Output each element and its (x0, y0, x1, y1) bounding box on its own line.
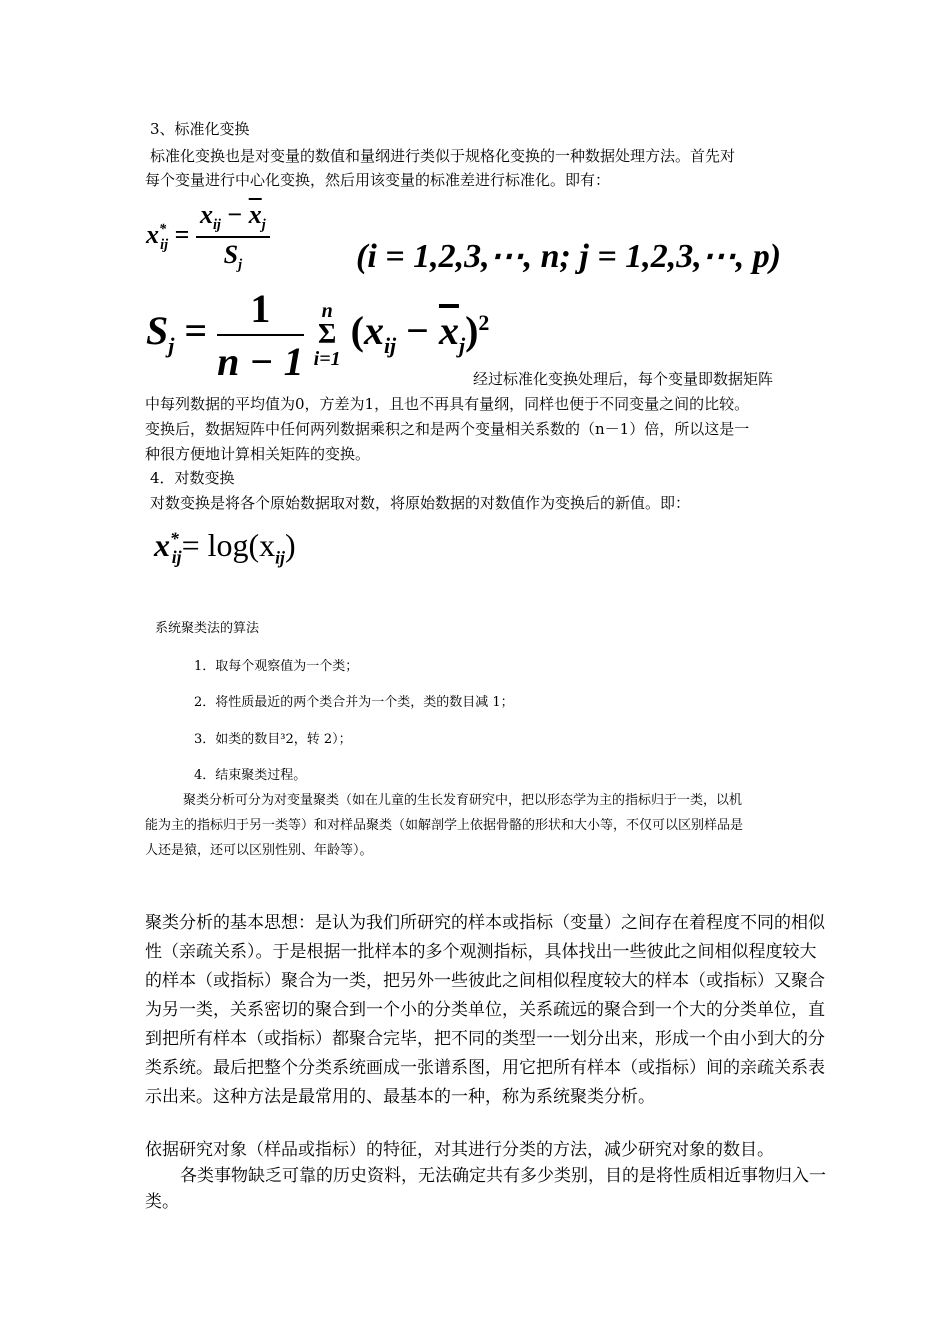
algorithm-step-4: 4．结束聚类过程。 (194, 768, 307, 783)
basic-idea-line3: 的样本（或指标）聚合为一类，把另外一些彼此之间相似程度较大的样本（或指标）又聚合 (145, 971, 825, 991)
basic-idea-line1: 聚类分析的基本思想：是认为我们所研究的样本或指标（变量）之间存在着程度不同的相似 (145, 913, 825, 933)
basic-idea-line4: 为另一类，关系密切的聚合到一个小的分类单位，关系疏远的聚合到一个大的分类单位，直 (145, 1000, 825, 1020)
after-transform-line2: 中每列数据的平均值为0，方差为1，且也不再具有量纲，同样也便于不同变量之间的比较。 (145, 395, 750, 413)
standardization-formula (146, 200, 270, 274)
clustering-note-line3: 人还是猿，还可以区别性别、年龄等）。 (145, 843, 373, 858)
index-range: (i = 1,2,3,⋯, n; j = 1,2,3,⋯, p) (356, 238, 782, 275)
formula-equals: = (174, 220, 190, 250)
algorithm-step-1: 1．取每个观察值为一个类； (194, 659, 359, 674)
formula-lhs: $x^*_{ij}$ (146, 220, 169, 254)
algorithm-title: 系统聚类法的算法 (155, 621, 260, 636)
basic-idea-line5: 到把所有样本（或指标）都聚合完毕，把不同的类型一一划分出来，形成一个由小到大的分 (145, 1029, 825, 1049)
closing-line2: 各类事物缺乏可靠的历史资料，无法确定共有多少类别，目的是将性质相近事物归入一 (180, 1166, 826, 1186)
clustering-note-line1: 聚类分析可分为对变量聚类（如在儿童的生长发育研究中，把以形态学为主的指标归于一类，以机 (183, 793, 743, 808)
formula-fraction: $\frac{x_{ij} - \overline{x}_j}{S_j}$ (196, 200, 270, 274)
section3-intro-line2: 每个变量进行中心化变换，然后用该变量的标准差进行标准化。即有： (145, 171, 611, 189)
clustering-note-line2: 能为主的指标归于另一类等）和对样品聚类（如解剖学上依据骨骼的形状和大小等，不仅可以区别样品是 (145, 818, 744, 833)
log-formula: $x^*_{ij}= \log(x_{ij})$ (154, 527, 296, 568)
standard-deviation-formula: $S_j$ = $\frac{1}{n - 1}$ n Σ i=1 $(x_{ij} - \overline{x}_j)^2$ (146, 286, 490, 384)
section4-intro: 对数变换是将各个原始数据取对数，将原始数据的对数值作为变换后的新值。即： (150, 494, 691, 512)
basic-idea-line6: 类系统。最后把整个分类系统画成一张谱系图，用它把所有样本（或指标）间的亲疏关系表 (145, 1058, 825, 1078)
closing-line1: 依据研究对象（样品或指标）的特征，对其进行分类的方法，减少研究对象的数目。 (145, 1140, 774, 1160)
algorithm-step-3: 3．如类的数目³2，转 2）； (194, 732, 352, 747)
algorithm-step-2: 2．将性质最近的两个类合并为一个类，类的数目减 1； (194, 695, 514, 710)
closing-line3: 类。 (145, 1192, 179, 1212)
basic-idea-line7: 示出来。这种方法是最常用的、最基本的一种，称为系统聚类分析。 (145, 1087, 655, 1107)
section3-intro-line1: 标准化变换也是对变量的数值和量纲进行类似于规格化变换的一种数据处理方法。首先对 (150, 147, 736, 165)
after-transform-line4: 种很方便地计算相关矩阵的变换。 (145, 445, 371, 463)
after-transform-line3: 变换后，数据短阵中任何两列数据乘积之和是两个变量相关系数的（n－1）倍，所以这是一 (145, 420, 750, 438)
after-transform-line1: 经过标准化变换处理后，每个变量即数据矩阵 (473, 370, 774, 388)
section3-heading: 3、标准化变换 (150, 120, 250, 138)
basic-idea-line2: 性（亲疏关系）。于是根据一批样本的多个观测指标，具体找出一些彼此之间相似程度较大 (145, 942, 817, 962)
section4-heading: 4．对数变换 (150, 469, 235, 487)
